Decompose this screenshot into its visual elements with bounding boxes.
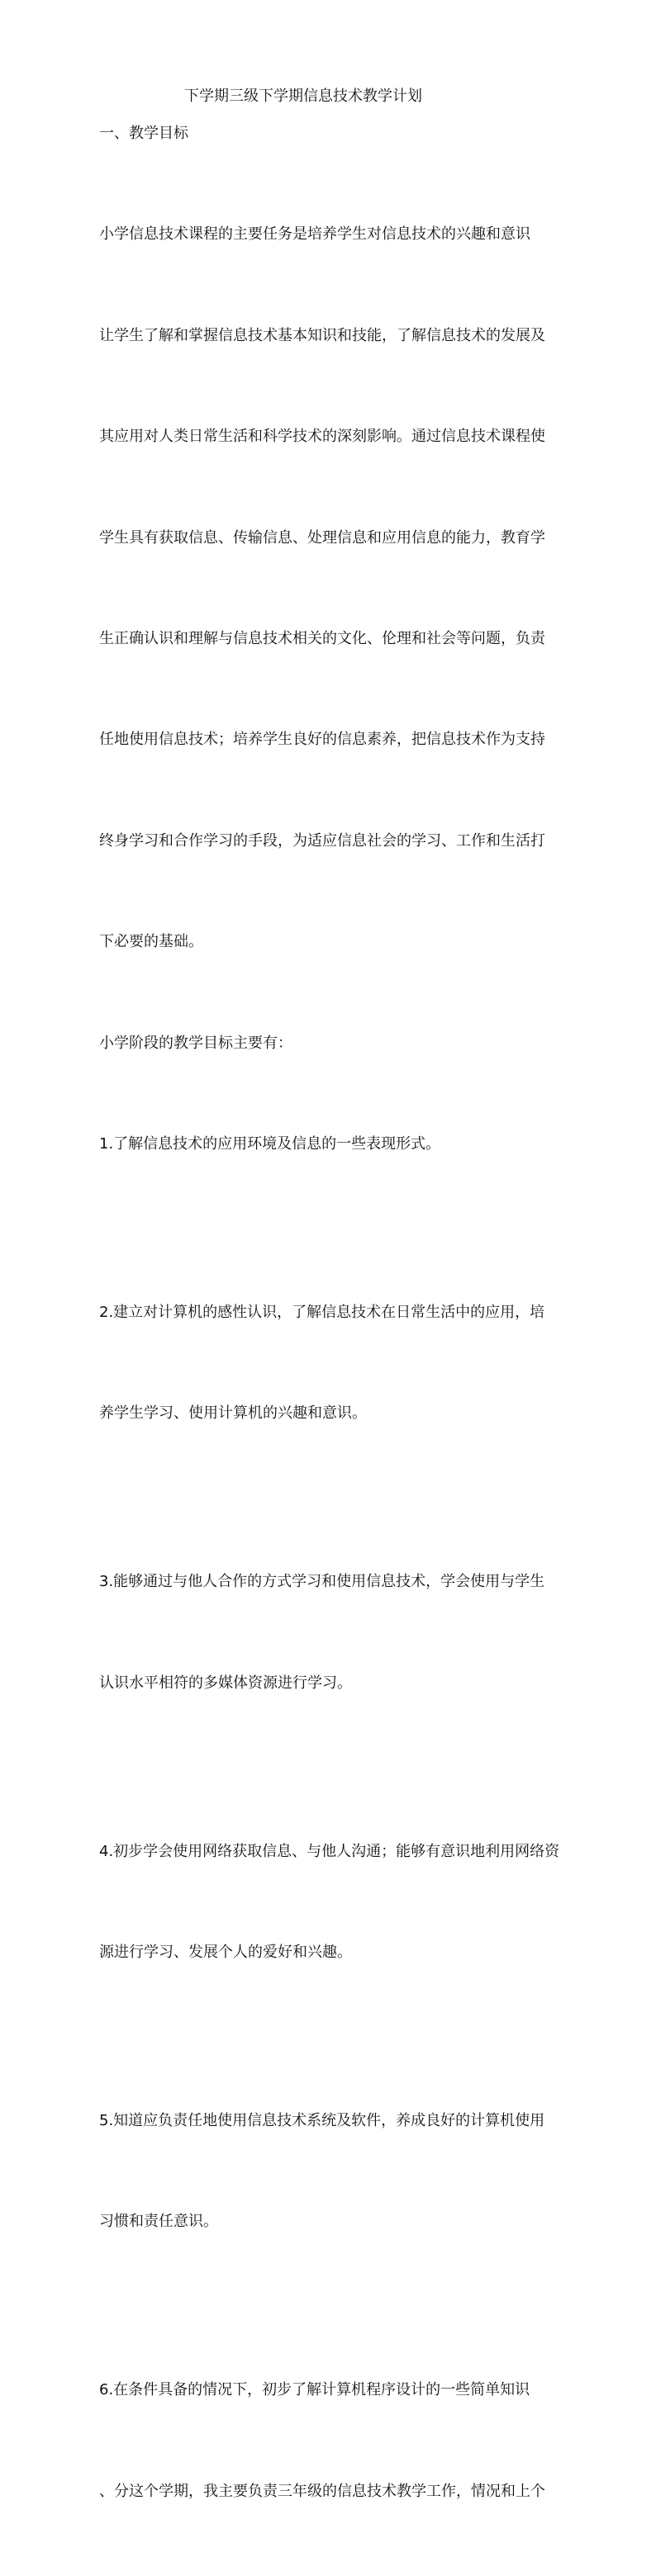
goals-intro: 小学阶段的教学目标主要有： (99, 1034, 292, 1052)
goal-line: 养学生学习、使用计算机的兴趣和意识。 (99, 1404, 367, 1423)
intro-paragraph (99, 151, 562, 1027)
intro-line: 下必要的基础。 (99, 933, 203, 951)
goal-line: 1.了解信息技术的应用环境及信息的一些表现形式。 (99, 1134, 441, 1153)
document-body (99, 117, 562, 2576)
goal-line: 、分这个学期，我主要负责三年级的信息技术教学工作，情况和上个 (99, 2482, 545, 2500)
goal-line: 2.建立对计算机的感性认识，了解信息技术在日常生活中的应用，培 (99, 1303, 545, 1321)
goal-line: 源进行学习、发展个人的爱好和兴趣。 (99, 1944, 352, 1962)
intro-line: 学生具有获取信息、传输信息、处理信息和应用信息的能力，教育学 (99, 528, 545, 547)
goal-item-2 (99, 1229, 562, 1498)
intro-line: 其应用对人类日常生活和科学技术的深刻影响。通过信息技术课程使 (99, 428, 545, 446)
goal-line: 认识水平相符的多媒体资源进行学习。 (99, 1674, 352, 1692)
goal-line: 5.知道应负责任地使用信息技术系统及软件，养成良好的计算机使用 (99, 2112, 545, 2130)
goal-item-1 (99, 1060, 562, 1229)
intro-line: 让学生了解和掌握信息技术基本知识和技能，了解信息技术的发展及 (99, 326, 545, 344)
goal-item-3 (99, 1499, 562, 1768)
document-title: 下学期三级下学期信息技术教学计划 (184, 88, 422, 105)
goal-line: 习惯和责任意识。 (99, 2213, 218, 2231)
goal-line: 4.初步学会使用网络获取信息、与他人沟通；能够有意识地利用网络资 (99, 1842, 560, 1860)
intro-line: 任地使用信息技术；培养学生良好的信息素养，把信息技术作为支持 (99, 731, 545, 749)
intro-line: 终身学习和合作学习的手段，为适应信息社会的学习、工作和生活打 (99, 831, 545, 850)
goal-line: 3.能够通过与他人合作的方式学习和使用信息技术，学会使用与学生 (99, 1573, 545, 1591)
intro-line: 生正确认识和理解与信息技术相关的文化、伦理和社会等问题，负责 (99, 629, 545, 647)
goal-item-6 (99, 2307, 562, 2576)
goal-item-4 (99, 1768, 562, 2037)
goal-item-5 (99, 2037, 562, 2306)
intro-line: 小学信息技术课程的主要任务是培养学生对信息技术的兴趣和意识 (99, 225, 530, 244)
goal-line: 6.在条件具备的情况下，初步了解计算机程序设计的一些简单知识 (99, 2381, 530, 2399)
section-heading: 一、教学目标 (99, 125, 188, 142)
